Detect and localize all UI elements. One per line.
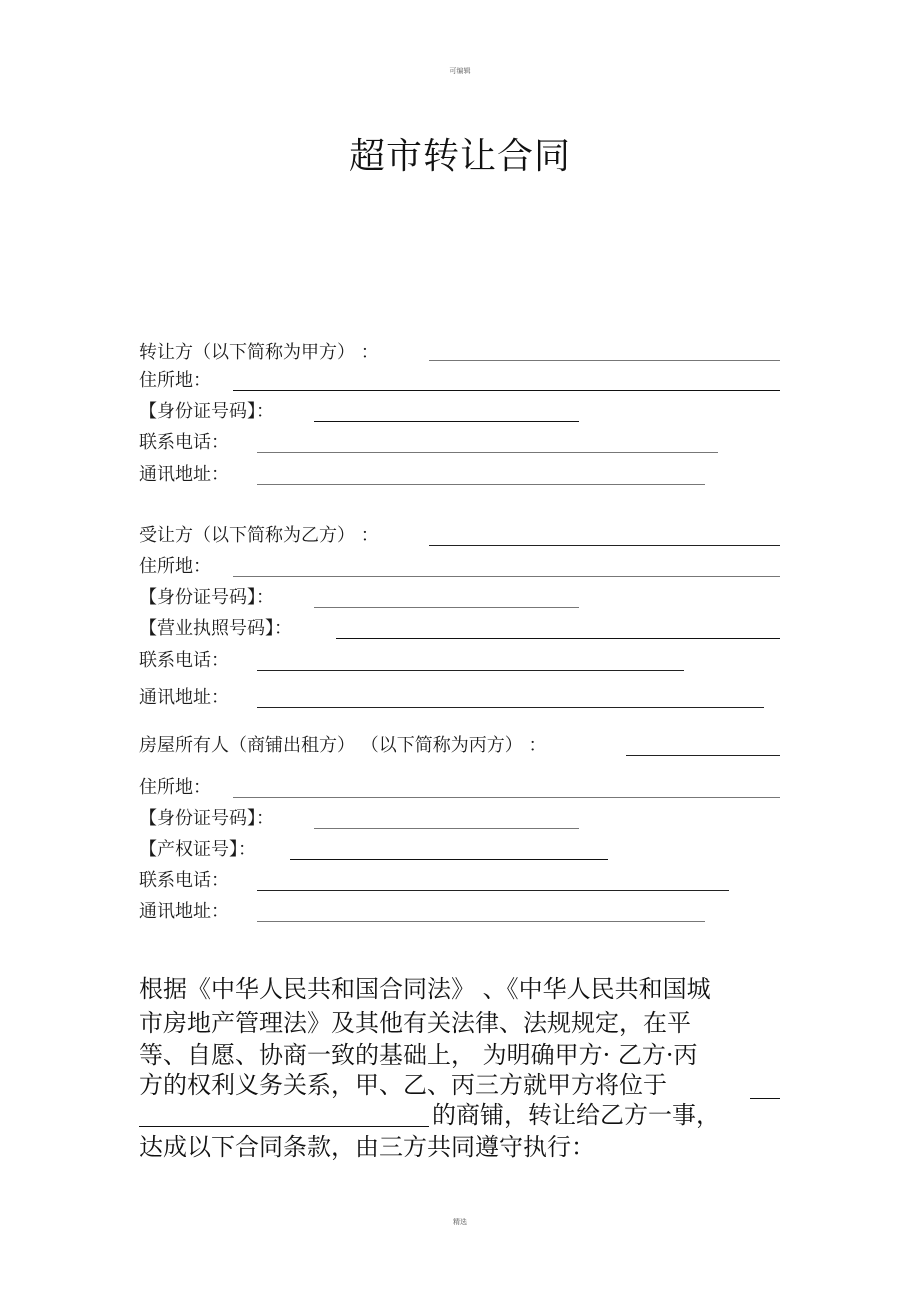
party-c-phone-label: 联系电话： [139, 870, 229, 891]
party-c-address-row [139, 899, 789, 925]
preamble-line: 等、自愿、协商一致的基础上， 为明确甲方· 乙方·丙 [139, 1041, 698, 1069]
party-b-address-label: 通讯地址： [139, 687, 229, 708]
party-a-phone-label: 联系电话： [139, 432, 229, 453]
party-c-name-row [139, 733, 789, 759]
party-b-license-field[interactable] [336, 638, 780, 639]
party-b-id-field[interactable] [314, 607, 579, 608]
party-a-residence-row [139, 368, 789, 394]
party-c-id-field[interactable] [314, 828, 579, 829]
party-c-name-label: 房屋所有人（商铺出租方） （以下简称为丙方） ： [139, 735, 547, 756]
shop-location-field[interactable] [139, 1126, 429, 1127]
shop-location-field-end[interactable] [750, 1098, 780, 1099]
party-a-residence-label: 住所地： [139, 370, 211, 391]
party-a-name-label: 转让方（以下简称为甲方） ： [139, 342, 379, 363]
party-b-residence-label: 住所地： [139, 556, 211, 577]
preamble-line: 达成以下合同条款，由三方共同遵守执行： [139, 1133, 595, 1161]
party-c-id-row [139, 806, 789, 832]
party-a-phone-field[interactable] [257, 452, 718, 453]
party-b-residence-field[interactable] [233, 576, 780, 577]
party-c-property-field[interactable] [290, 859, 608, 860]
party-c-address-field[interactable] [257, 921, 705, 922]
party-b-name-label: 受让方（以下简称为乙方） ： [139, 525, 379, 546]
party-a-address-label: 通讯地址： [139, 464, 229, 485]
party-a-phone-row [139, 430, 789, 456]
party-b-phone-row [139, 648, 789, 674]
party-c-phone-row [139, 868, 789, 894]
party-c-residence-row [139, 775, 789, 801]
party-a-id-field[interactable] [314, 421, 579, 422]
party-a-residence-field[interactable] [233, 390, 780, 391]
party-c-residence-label: 住所地： [139, 777, 211, 798]
party-b-address-field[interactable] [257, 707, 764, 708]
page-title: 超市转让合同 [348, 136, 571, 177]
party-b-phone-label: 联系电话： [139, 650, 229, 671]
party-a-name-field[interactable] [429, 360, 780, 361]
party-c-property-label: 【产权证号】： [139, 839, 256, 860]
party-a-address-row [139, 462, 789, 488]
preamble-line: 根据《中华人民共和国合同法》 、《中华人民共和国城 [139, 975, 711, 1003]
party-b-phone-field[interactable] [257, 670, 684, 671]
footer-note: 精选 [453, 1218, 467, 1226]
preamble-line: 市房地产管理法》及其他有关法律、法规规定，在平 [139, 1009, 691, 1037]
preamble-line: 的商铺，转让给乙方一事， [432, 1101, 720, 1129]
party-c-property-row [139, 837, 789, 863]
party-b-license-row [139, 616, 789, 642]
party-b-name-field[interactable] [429, 545, 780, 546]
party-c-phone-field[interactable] [257, 890, 729, 891]
party-b-id-row [139, 585, 789, 611]
party-a-id-label: 【身份证号码】： [139, 401, 274, 422]
party-c-residence-field[interactable] [233, 797, 780, 798]
party-b-name-row [139, 523, 789, 549]
header-note: 可编辑 [449, 67, 471, 75]
party-c-name-field[interactable] [626, 755, 780, 756]
party-b-residence-row [139, 554, 789, 580]
party-c-id-label: 【身份证号码】： [139, 808, 274, 829]
contract-preamble [139, 974, 789, 1164]
preamble-line: 方的权利义务关系，甲、乙、丙三方就甲方将位于 [139, 1071, 667, 1099]
party-a-id-row [139, 399, 789, 425]
party-a-name-row [139, 340, 789, 366]
party-b-address-row [139, 685, 789, 711]
party-a-address-field[interactable] [257, 484, 705, 485]
party-b-license-label: 【营业执照号码】： [139, 618, 292, 639]
party-c-address-label: 通讯地址： [139, 901, 229, 922]
party-b-id-label: 【身份证号码】： [139, 587, 274, 608]
